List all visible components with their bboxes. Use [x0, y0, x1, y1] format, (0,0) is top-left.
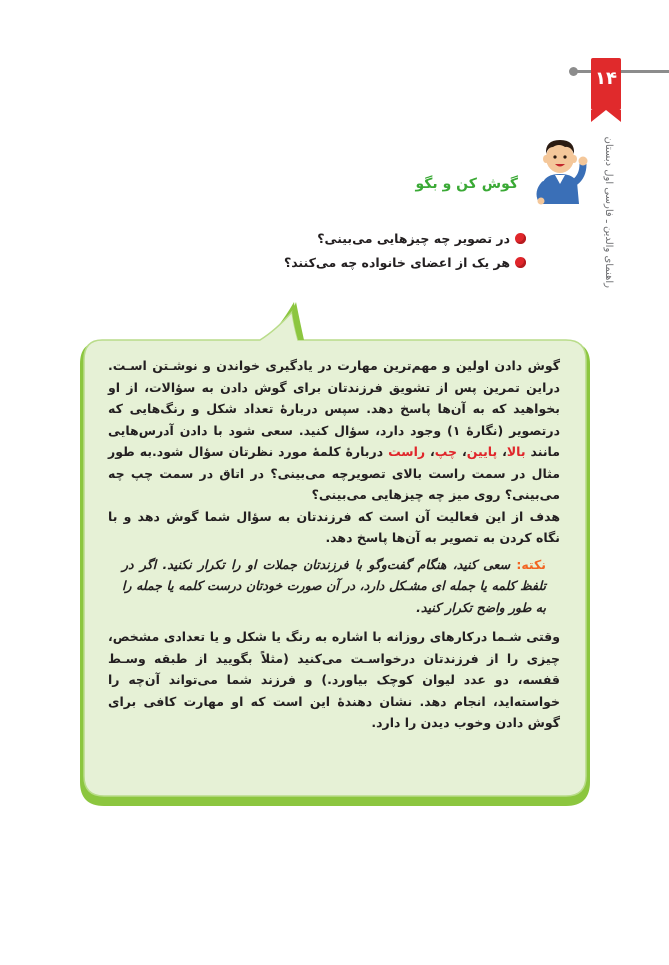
guide-paragraph-2: هدف از این فعالیت آن است که فرزندتان به سؤال شما گوش دهد و با نگاه کردن به تصویر به آن‌ها پاسخ دهد.	[108, 508, 560, 545]
side-book-title: راهنمای والدین ـ فارسی اول دبستان	[603, 136, 614, 288]
note-label: نکته:	[516, 556, 546, 572]
guide-paragraph-3: وقتی شـما درکارهای روزانه با اشاره به رنگ یا شکل و یا تعدادی مشخص، چیزی را از فرزندتان درخواسـت می‌کنید (مثلاً بگویید از طبقه وسـط قفسه، دو عدد لیوان کوچک بیاورد.) و فرزند شما می‌تواند آن‌چه را خواسته‌اید، انجام دهد. نشان دهندهٔ این است که او مهارت کافی برای گوش دادن وخوب دیدن را دارد.	[108, 629, 560, 730]
direction-word-up: بالا	[506, 444, 526, 459]
note-paragraph	[122, 554, 546, 619]
direction-word-right: راست	[388, 444, 426, 459]
direction-word-left: چپ	[434, 444, 458, 459]
question-text: هر یک از اعضای خانواده چه می‌کنند؟	[283, 254, 510, 270]
separator: ،	[457, 444, 467, 459]
guide-paragraph-1	[108, 355, 560, 506]
direction-word-down: پایین	[466, 444, 498, 459]
separator: ،	[425, 444, 435, 459]
activity-heading: گوش کن و بگو	[415, 176, 518, 192]
question-text: در تصویر چه چیزهایی می‌بینی؟	[317, 230, 510, 246]
guide-text	[108, 355, 560, 734]
page-number: ۱۴	[595, 68, 617, 89]
paragraph-text: گوش دادن اولین و مهم‌ترین مهارت در یادگیری خواندن و نوشـتن اسـت. دراین تمرین پس از تشویق فرزندتان برای گوش دادن به سؤالات، از او بخواهید که به آن‌ها پاسخ دهد. سپس دربارهٔ تعداد شکل و رنگ‌هایی که درتصویر (نگارهٔ ۱) وجود دارد، سؤال کنید. سعی شود با دادن آدرس‌هایی مانند	[108, 358, 560, 459]
note-text: سعی کنید، هنگام گفت‌وگو با فرزندتان جملات او را تکرار نکنید. اگر در تلفظ کلمه یا جمله ای مشـکل دارد، در آن صورت خودتان درست کلمه یا جمله را به طور واضح تکرار کنید.	[122, 556, 546, 615]
paragraph-text: دربارهٔ کلمهٔ مورد نظرتان سؤال شود.به طور مثال در سمت راست بالای تصویرچه می‌بینی؟ در اتاق در سمت چپ چه می‌بینی؟ روی میز چه چیزهایی می‌بینی؟	[108, 444, 560, 502]
separator: ،	[497, 444, 507, 459]
